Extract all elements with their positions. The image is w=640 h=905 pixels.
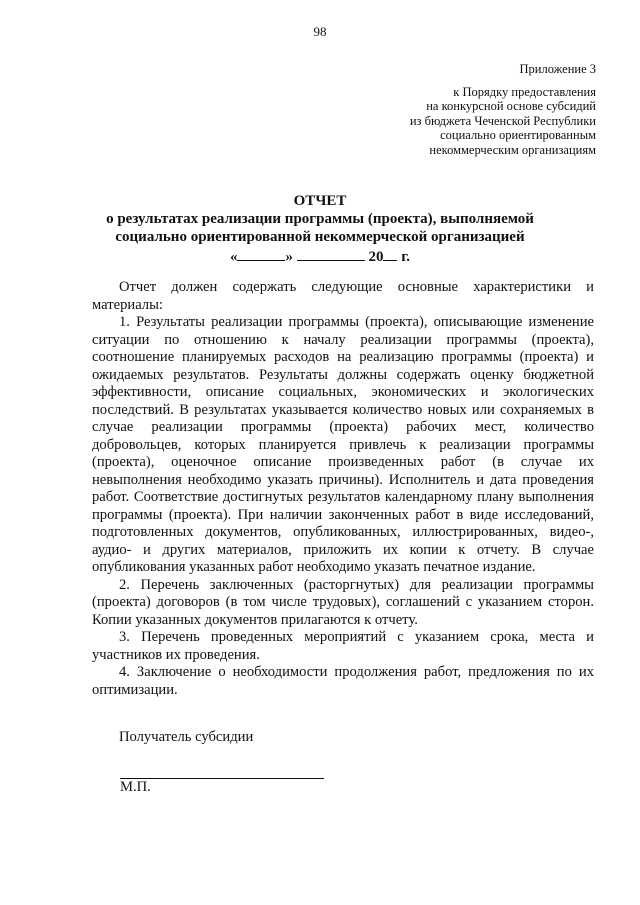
report-subtitle-line: о результатах реализации программы (проекта), выполняемой — [106, 211, 534, 227]
appendix-title: Приложение 3 — [519, 62, 596, 76]
requirement-item-4: 4. Заключение о необходимости продолжения работ, предложения по их оптимизации. — [92, 664, 594, 698]
report-body — [92, 279, 594, 699]
year-prefix: 20 — [368, 249, 384, 265]
date-open-quote: « — [229, 249, 238, 265]
day-blank — [237, 246, 285, 261]
date-close-quote: » — [285, 249, 293, 265]
appendix-line: из бюджета Чеченской Республики — [409, 113, 596, 128]
appendix-line: некоммерческим организациям — [429, 142, 596, 157]
appendix-line: к Порядку предоставления — [453, 84, 596, 99]
stamp-label: М.П. — [120, 779, 151, 795]
year-blank — [383, 246, 397, 261]
report-title: ОТЧЕТ — [293, 193, 347, 209]
appendix-line: социально ориентированным — [440, 128, 596, 143]
intro-paragraph: Отчет должен содержать следующие основные характеристики и материалы: — [92, 279, 594, 313]
report-date-line — [90, 246, 550, 266]
page-number: 98 — [313, 24, 327, 39]
month-blank — [297, 246, 365, 261]
requirement-item-2: 2. Перечень заключенных (расторгнутых) для реализации программы (проекта) договоров (в том числе трудовых), соглашений с указанием сторон. Копии указанных документов прилагаются к отчету. — [92, 576, 594, 628]
report-heading — [90, 192, 550, 266]
report-subtitle-line: социально ориентированной некоммерческой организацией — [115, 229, 525, 245]
recipient-label: Получатель субсидии — [119, 729, 254, 745]
appendix-line: на конкурсной основе субсидий — [426, 99, 596, 114]
requirement-item-3: 3. Перечень проведенных мероприятий с указанием срока, места и участников их проведения. — [92, 629, 594, 663]
requirement-item-1: 1. Результаты реализации программы (проекта), описывающие изменение ситуации по отношению к началу реализации программы (проекта), соотношение планируемых расходов на реализацию программы (проекта) и ожидаемых результатов. Результаты должны содержать оценку бюджетной эффективности, описание социальных, экономических и экологических последствий. В результатах указывается количество новых или сохраняемых в случае реализации программы (проекта) рабочих мест, количество добровольцев, которых планируется привлечь к реализации программы (проекта), оценочное описание произведенных работ (в случае их невыполнения необходимо указать причины). Исполнитель и дата проведения работ. Соответствие достигнутых результатов календарному плану выполнения программы (проекта). При наличии законченных работ в виде исследований, подготовленных документов, опубликованных, иллюстрированных, видео-, аудио- и других материалов, приложить их копии к отчету. В случае опубликования указанных работ необходимо указать печатное издание. — [92, 314, 594, 575]
year-suffix: г. — [401, 249, 411, 265]
appendix-block — [410, 62, 596, 158]
